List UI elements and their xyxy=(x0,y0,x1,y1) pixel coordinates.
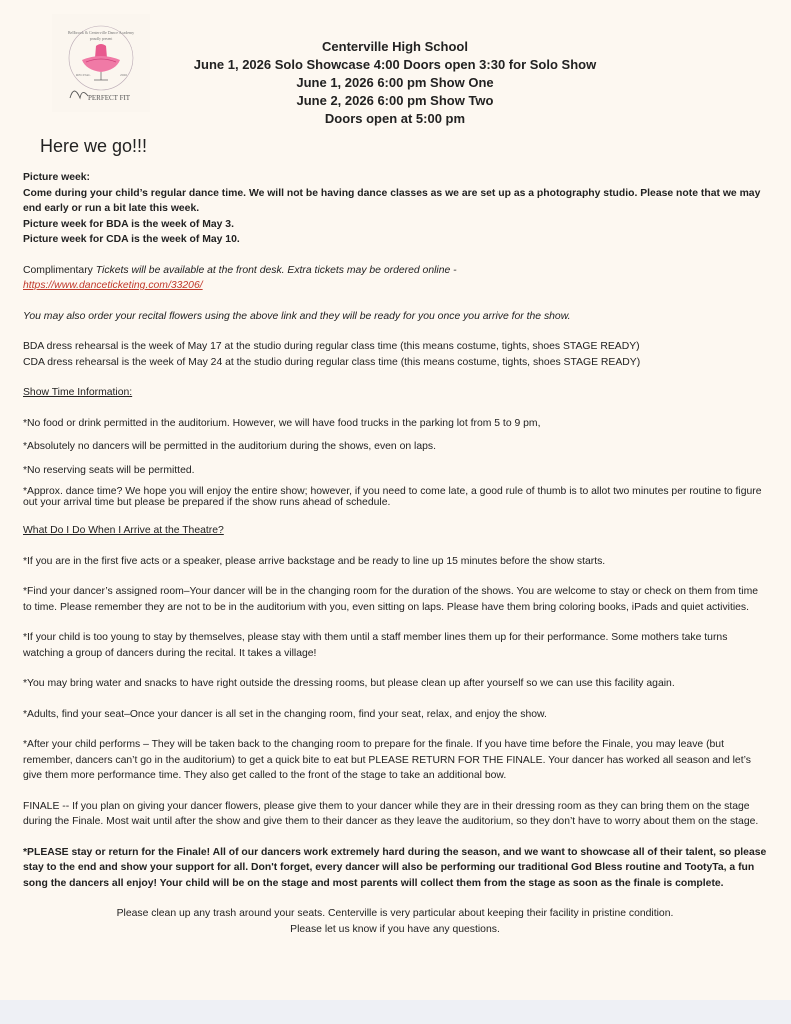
event-header xyxy=(150,38,640,128)
document-body xyxy=(23,170,767,937)
showtime-item: *Absolutely no dancers will be permitted in the auditorium during the shows, even on laps. xyxy=(23,441,436,452)
tutu-icon xyxy=(52,14,150,112)
arrive-item: *If your child is too young to stay by themselves, please stay with them until a staff member lines them up for their performance. Some mothers take turns watching a group of dancers during the recital. It takes a village! xyxy=(23,632,728,659)
cda-rehearsal: CDA dress rehearsal is the week of May 24 at the studio during regular class time (this means costume, tights, shoes STAGE READY) xyxy=(23,356,641,368)
picture-week-title: Picture week: xyxy=(23,172,90,183)
picture-week-bda: Picture week for BDA is the week of May 3. xyxy=(23,218,234,230)
venue-title: Centerville High School xyxy=(322,39,468,54)
arrive-item: *You may bring water and snacks to have right outside the dressing rooms, but please clean up after yourself so we can use this facility again. xyxy=(23,678,675,689)
showtime-item: *No reserving seats will be permitted. xyxy=(23,464,195,476)
intro-heading: Here we go!!! xyxy=(40,136,148,156)
arrive-item: *Adults, find your seat–Once your dancer is all set in the changing room, find your seat, relax, and enjoy the show. xyxy=(23,708,547,720)
flowers-note: You may also order your recital flowers using the above link and they will be ready for you once you arrive for the show. xyxy=(23,310,571,322)
solo-showcase-line: June 1, 2026 Solo Showcase 4:00 Doors open 3:30 for Solo Show xyxy=(193,57,597,72)
logo-academy-name: Bellbrook & Centerville Dance Academy xyxy=(67,30,135,35)
arrive-heading: What Do I Do When I Arrive at the Theatre? xyxy=(23,525,224,536)
logo-recital: RECITAL xyxy=(76,73,91,77)
showtime-item: *No food or drink permitted in the auditorium. However, we will have food trucks in the parking lot from 5 to 9 pm, xyxy=(23,417,541,429)
bda-rehearsal: BDA dress rehearsal is the week of May 17 at the studio during regular class time (this means costume, tights, shoes STAGE READY) xyxy=(23,341,640,352)
closing-line-1: Please clean up any trash around your seats. Centerville is very particular about keeping their facility in pristine condition. xyxy=(116,908,674,919)
logo-year: 2026 xyxy=(120,73,127,77)
arrive-item: *After your child performs – They will be taken back to the changing room to prepare for the finale. If you have time before the Finale, you may leave (but remember, dancers can’t go in the auditorium) to get a quick bite to eat but PLEASE RETURN FOR THE FINALE. Your dancer has worked all season and let’s give them more performance time. They also get called to the front of the stage to take an additional bow. xyxy=(23,739,751,781)
logo-brand: PERFECT FIT xyxy=(88,94,131,102)
picture-week-cda: Picture week for CDA is the week of May 10. xyxy=(23,234,240,245)
arrive-item: *If you are in the first five acts or a speaker, please arrive backstage and be ready to line up 15 minutes before the show starts. xyxy=(23,555,606,567)
arrive-item: FINALE -- If you plan on giving your dancer flowers, please give them to your dancer while they are in their dressing room as they can bring them on the stage during the Finale. Most wait until after the show and give them to their dancer as they leave the auditorium, so they don’t have to worry about them on the stage. xyxy=(23,800,759,827)
doors-open-line: Doors open at 5:00 pm xyxy=(324,111,466,126)
closing-line-2: Please let us know if you have any questions. xyxy=(290,923,500,935)
picture-week-desc: Come during your child’s regular dance time. We will not be having dance classes as we are set up as a photography studio. Please note that we may end early or run a bit late this week. xyxy=(23,187,761,214)
tickets-paragraph: Complimentary Tickets will be available at the front desk. Extra tickets may be ordered online - xyxy=(23,264,457,276)
logo-proudly: proudly present xyxy=(89,37,113,41)
bottom-band xyxy=(0,1000,791,1024)
tickets-link[interactable]: https://www.danceticketing.com/33206/ xyxy=(23,280,203,291)
show-two-line: June 2, 2026 6:00 pm Show Two xyxy=(296,93,494,108)
show-one-line: June 1, 2026 6:00 pm Show One xyxy=(296,75,494,90)
finale-note: *PLEASE stay or return for the Finale! All of our dancers work extremely hard during the season, and we want to showcase all of their talent, so please stay to the end and show your support for all. Don't forget, every dancer will also be performing our traditional God Bless routine and TootyTa, a fun song the dancers all enjoy! Your child will be on the stage and most parents will collect them from the stage as soon as the finale is complete. xyxy=(23,846,767,889)
showtime-item: *Approx. dance time? We hope you will enjoy the entire show; however, if you need to come late, a good rule of thumb is to allot two minutes per routine to figure out your arrival time but please be prepared if the show runs ahead of schedule. xyxy=(23,486,762,508)
showtime-heading: Show Time Information: xyxy=(23,387,133,398)
arrive-item: *Find your dancer’s assigned room–Your dancer will be in the changing room for the duration of the shows. You are welcome to stay or check on them from time to time. Please remember they are not to be in the auditorium with you, even sitting on laps. Please have them bring coloring books, iPads and quiet activities. xyxy=(23,586,759,613)
